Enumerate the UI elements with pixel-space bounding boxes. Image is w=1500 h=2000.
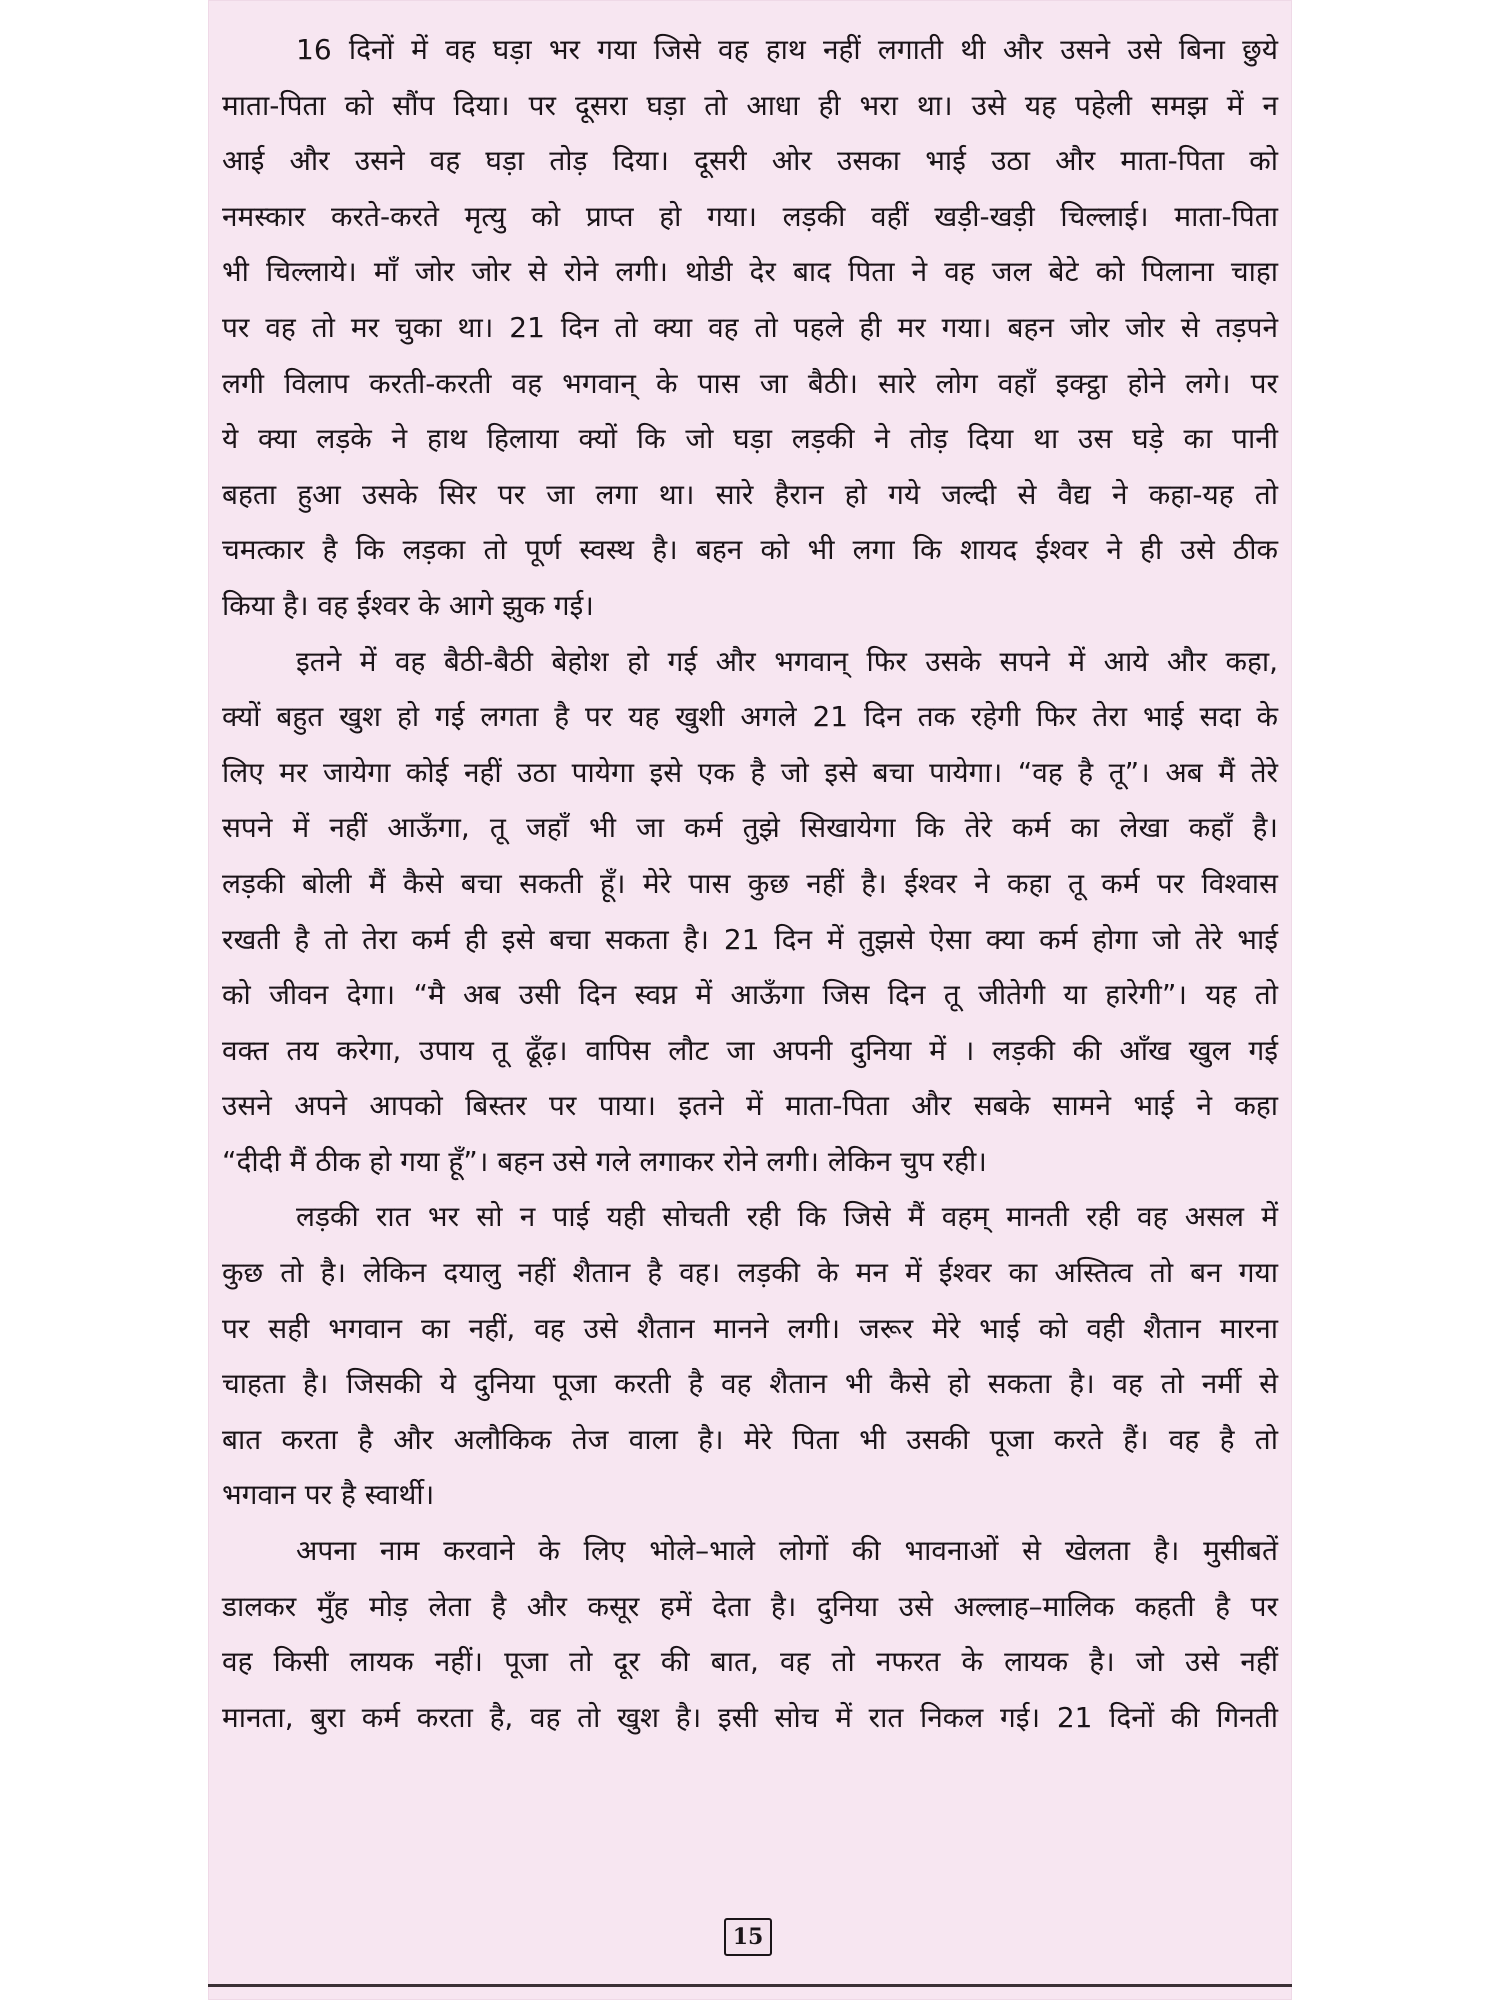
text-line: इतने में वह बैठी-बैठी बेहोश हो गई और भगवान् फिर उसके सपने में आये और कहा, [296,644,1278,678]
text-line: नमस्कार करते-करते मृत्यु को प्राप्त हो गया। लड़की वहीं खड़ी-खड़ी चिल्लाई। माता-पिता [222,199,1278,233]
paragraph-3 [222,1189,1278,1523]
text-line: चमत्कार है कि लड़का तो पूर्ण स्वस्थ है। बहन को भी लगा कि शायद ईश्वर ने ही उसे ठीक [222,533,1278,567]
text-line: क्यों बहुत खुश हो गई लगता है पर यह खुशी अगले 21 दिन तक रहेगी फिर तेरा भाई सदा के [222,700,1278,734]
text-line: डालकर मुँह मोड़ लेता है और कसूर हमें देता है। दुनिया उसे अल्लाह–मालिक कहती है पर [222,1589,1278,1623]
text-line: 16 दिनों में वह घड़ा भर गया जिसे वह हाथ नहीं लगाती थी और उसने उसे बिना छुये [296,33,1278,66]
text-line: आई और उसने वह घड़ा तोड़ दिया। दूसरी ओर उसका भाई उठा और माता-पिता को [222,144,1278,178]
text-line: पर वह तो मर चुका था। 21 दिन तो क्या वह तो पहले ही मर गया। बहन जोर जोर से तड़पने [222,310,1278,344]
text-line: कुछ तो है। लेकिन दयालु नहीं शैतान है वह। लड़की के मन में ईश्वर का अस्तित्व तो बन गया [222,1256,1278,1290]
text-line: वह किसी लायक नहीं। पूजा तो दूर की बात, वह तो नफरत के लायक है। जो उसे नहीं [222,1645,1278,1679]
text-line: उसने अपने आपको बिस्तर पर पाया। इतने में माता-पिता और सबके सामने भाई ने कहा [222,1089,1278,1123]
text-line: लड़की बोली मैं कैसे बचा सकती हूँ। मेरे पास कुछ नहीं है। ईश्वर ने कहा तू कर्म पर विश्वास [222,866,1278,900]
text-line: भी चिल्लाये। माँ जोर जोर से रोने लगी। थोडी देर बाद पिता ने वह जल बेटे को पिलाना चाहा [222,255,1278,289]
text-line: रखती है तो तेरा कर्म ही इसे बचा सकता है। 21 दिन में तुझसे ऐसा क्या कर्म होगा जो तेरे भाई [222,922,1278,956]
text-line: को जीवन देगा। “मै अब उसी दिन स्वप्न में आऊँगा जिस दिन तू जीतेगी या हारेगी”। यह तो [222,978,1278,1012]
text-line: अपना नाम करवाने के लिए भोले–भाले लोगों की भावनाओं से खेलता है। मुसीबतें [296,1534,1278,1568]
text-line: किया है। वह ईश्वर के आगे झुक गई। [222,588,594,622]
book-page [208,0,1292,2000]
text-line: लड़की रात भर सो न पाई यही सोचती रही कि जिसे मैं वहम् मानती रही वह असल में [296,1200,1278,1234]
paragraph-1 [222,22,1278,634]
text-line: “दीदी मैं ठीक हो गया हूँ”। बहन उसे गले लगाकर रोने लगी। लेकिन चुप रही। [222,1144,987,1178]
paragraph-2 [222,634,1278,1190]
text-line: ये क्या लड़के ने हाथ हिलाया क्यों कि जो घड़ा लड़की ने तोड़ दिया था उस घड़े का पानी [222,422,1278,456]
text-line: बहता हुआ उसके सिर पर जा लगा था। सारे हैरान हो गये जल्दी से वैद्य ने कहा-यह तो [222,477,1278,511]
text-line: पर सही भगवान का नहीं, वह उसे शैतान मानने लगी। जरूर मेरे भाई को वही शैतान मारना [222,1311,1278,1345]
text-line: मानता, बुरा कर्म करता है, वह तो खुश है। इसी सोच में रात निकल गई। 21 दिनों की गिनती [222,1700,1278,1734]
text-line: सपने में नहीं आऊँगा, तू जहाँ भी जा कर्म तुझे सिखायेगा कि तेरे कर्म का लेखा कहाँ है। [222,811,1278,845]
text-line: माता-पिता को सौंप दिया। पर दूसरा घड़ा तो आधा ही भरा था। उसे यह पहेली समझ में न [222,88,1278,122]
bottom-divider [208,1984,1292,1987]
page-text [222,22,1278,1745]
page-number: 15 [724,1918,772,1956]
text-line: भगवान पर है स्वार्थी। [222,1478,435,1512]
text-line: वक्त तय करेगा, उपाय तू ढूँढ़। वापिस लौट जा अपनी दुनिया में । लड़की की आँख खुल गई [222,1033,1278,1067]
text-line: चाहता है। जिसकी ये दुनिया पूजा करती है वह शैतान भी कैसे हो सकता है। वह तो नर्मी से [222,1367,1278,1401]
text-line: लिए मर जायेगा कोई नहीं उठा पायेगा इसे एक है जो इसे बचा पायेगा। “वह है तू”। अब मैं तेरे [222,755,1278,789]
paragraph-4 [222,1523,1278,1745]
text-line: लगी विलाप करती-करती वह भगवान् के पास जा बैठी। सारे लोग वहाँ इक्ट्ठा होने लगे। पर [222,366,1278,400]
text-line: बात करता है और अलौकिक तेज वाला है। मेरे पिता भी उसकी पूजा करते हैं। वह है तो [222,1422,1278,1456]
